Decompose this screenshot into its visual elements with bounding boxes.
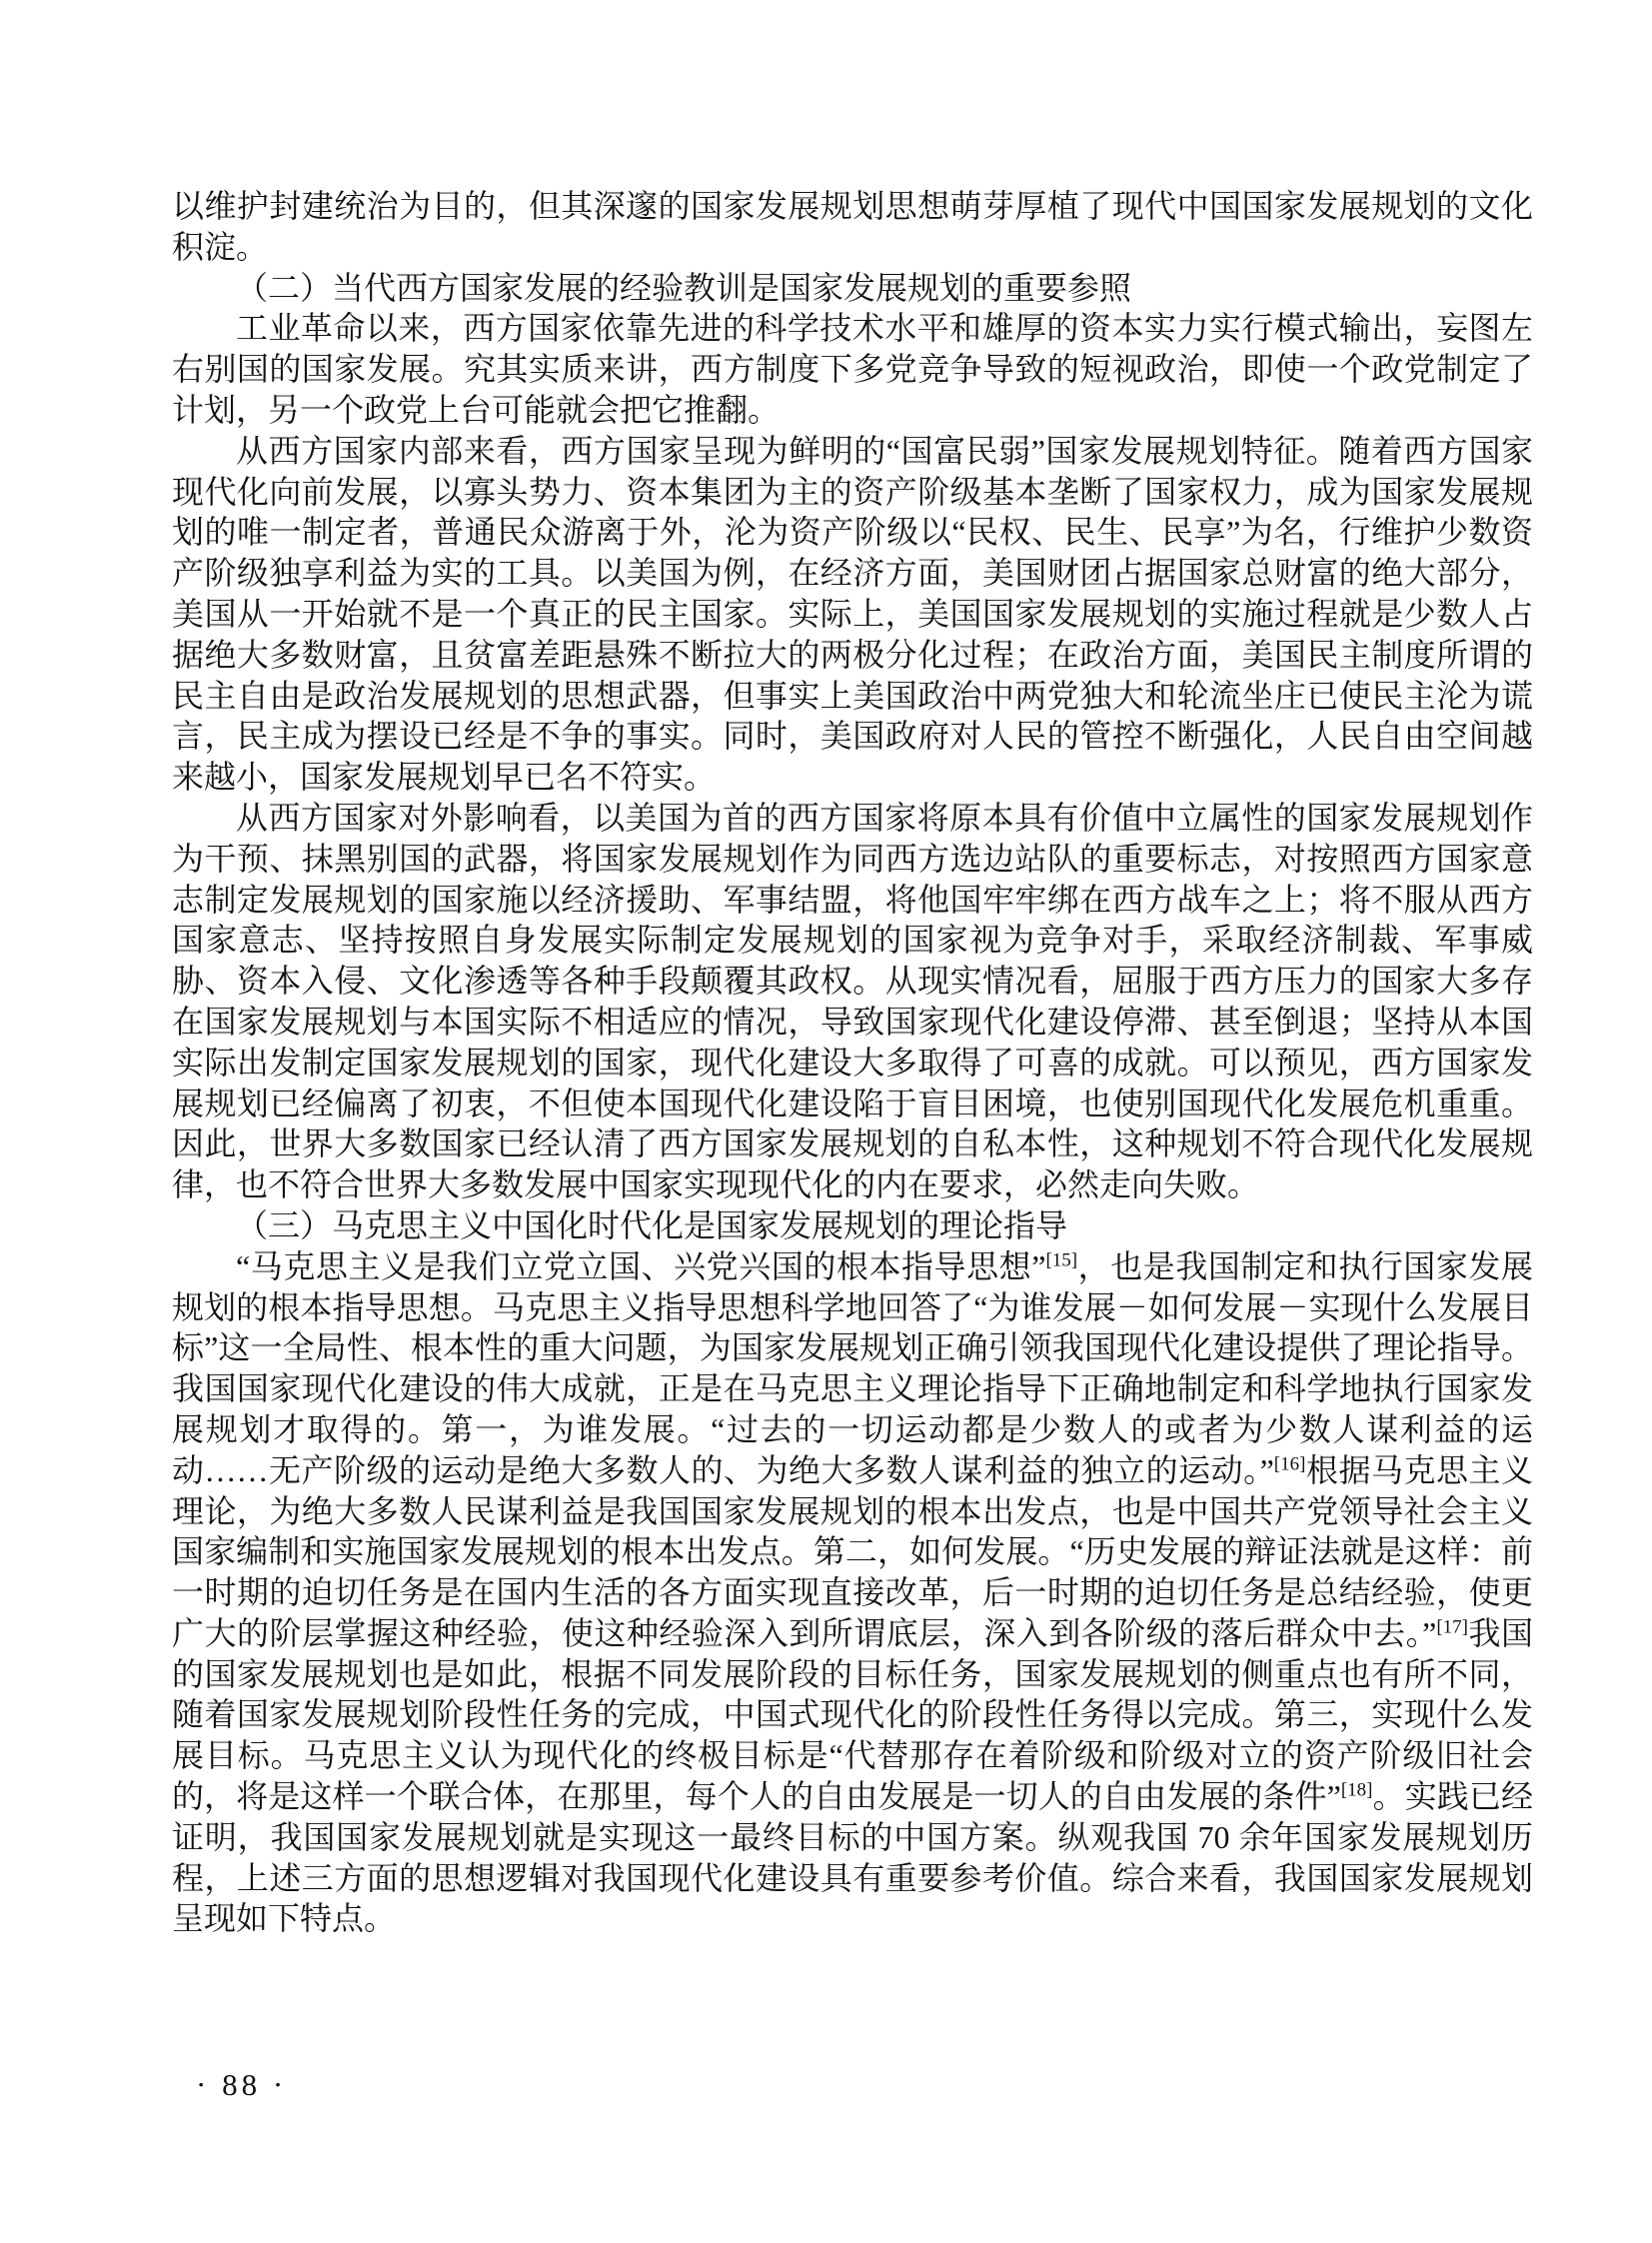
text-run: 。实践已经证明，我国国家发展规划就是实现这一最终目标的中国方案。纵观我国 70 余年国家发展规划历程，上述三方面的思想逻辑对我国现代化建设具有重要参考价值。综合来看，我国国家发展规划呈现如下特点。 <box>172 1778 1533 1937</box>
text-run: （三）马克思主义中国化时代化是国家发展规划的理论指导 <box>236 1206 1068 1243</box>
paragraph <box>172 431 1533 798</box>
text-run: （二）当代西方国家发展的经验教训是国家发展规划的重要参照 <box>236 269 1132 306</box>
page-number: · 88 · <box>196 2067 288 2102</box>
text-run: 根据马克思主义理论，为绝大多数人民谋利益是我国国家发展规划的根本出发点，也是中国共产党领导社会主义国家编制和实施国家发展规划的根本出发点。第二，如何发展。“历史发展的辩证法就是这样：前一时期的迫切任务是在国内生活的各方面实现直接改革，后一时期的迫切任务是总结经验，使更广大的阶层掌握这种经验，使这种经验深入到所谓底层，深入到各阶级的落后群众中去。” <box>172 1451 1533 1651</box>
citation-ref: [15] <box>1045 1249 1078 1271</box>
text-run: 工业革命以来，西方国家依靠先进的科学技术水平和雄厚的资本实力实行模式输出，妄图左右别国的国家发展。究其实质来讲，西方制度下多党竞争导致的短视政治，即使一个政党制定了计划，另一个政党上台可能就会把它推翻。 <box>172 310 1533 428</box>
section-heading <box>172 1205 1533 1246</box>
citation-ref: [17] <box>1436 1616 1468 1638</box>
text-run: 以维护封建统治为目的，但其深邃的国家发展规划思想萌芽厚植了现代中国国家发展规划的文化积淀。 <box>172 188 1533 265</box>
text-run: 从西方国家对外影响看，以美国为首的西方国家将原本具有价值中立属性的国家发展规划作为干预、抹黑别国的武器，将国家发展规划作为同西方选边站队的重要标志，对按照西方国家意志制定发展规划的国家施以经济援助、军事结盟，将他国牢牢绑在西方战车之上；将不服从西方国家意志、坚持按照自身发展实际制定发展规划的国家视为竞争对手，采取经济制裁、军事威胁、资本入侵、文化渗透等各种手段颠覆其政权。从现实情况看，屈服于西方压力的国家大多存在国家发展规划与本国实际不相适应的情况，导致国家现代化建设停滞、甚至倒退；坚持从本国实际出发制定国家发展规划的国家，现代化建设大多取得了可喜的成就。可以预见，西方国家发展规划已经偏离了初衷，不但使本国现代化建设陷于盲目困境，也使别国现代化发展危机重重。因此，世界大多数国家已经认清了西方国家发展规划的自私本性，这种规划不符合现代化发展规律，也不符合世界大多数发展中国家实现现代化的内在要求，必然走向失败。 <box>172 799 1533 1203</box>
paragraph <box>172 1246 1533 1940</box>
paragraph <box>172 186 1533 268</box>
paragraph <box>172 308 1533 430</box>
text-run: “马克思主义是我们立党立国、兴党兴国的根本指导思想” <box>236 1247 1046 1284</box>
text-run: 我国的国家发展规划也是如此，根据不同发展阶段的目标任务，国家发展规划的侧重点也有所不同，随着国家发展规划阶段性任务的完成，中国式现代化的阶段性任务得以完成。第三，实现什么发展目标。马克思主义认为现代化的终极目标是“代替那存在着阶级和阶级对立的资产阶级旧社会的，将是这样一个联合体，在那里，每个人的自由发展是一切人的自由发展的条件” <box>172 1614 1533 1815</box>
citation-ref: [16] <box>1273 1453 1306 1475</box>
article-body <box>172 186 1533 1939</box>
citation-ref: [18] <box>1340 1779 1373 1801</box>
text-run: ，也是我国制定和执行国家发展规划的根本指导思想。马克思主义指导思想科学地回答了“为谁发展－如何发展－实现什么发展目标”这一全局性、根本性的重大问题，为国家发展规划正确引领我国现代化建设提供了理论指导。我国国家现代化建设的伟大成就，正是在马克思主义理论指导下正确地制定和科学地执行国家发展规划才取得的。第一，为谁发展。“过去的一切运动都是少数人的或者为少数人谋利益的运动……无产阶级的运动是绝大多数人的、为绝大多数人谋利益的独立的运动。” <box>172 1247 1533 1488</box>
section-heading <box>172 268 1533 309</box>
paragraph <box>172 798 1533 1205</box>
text-run: 从西方国家内部来看，西方国家呈现为鲜明的“国富民弱”国家发展规划特征。随着西方国家现代化向前发展，以寡头势力、资本集团为主的资产阶级基本垄断了国家权力，成为国家发展规划的唯一制定者，普通民众游离于外，沦为资产阶级以“民权、民生、民享”为名，行维护少数资产阶级独享利益为实的工具。以美国为例，在经济方面，美国财团占据国家总财富的绝大部分，美国从一开始就不是一个真正的民主国家。实际上，美国国家发展规划的实施过程就是少数人占据绝大多数财富，且贫富差距悬殊不断拉大的两极分化过程；在政治方面，美国民主制度所谓的民主自由是政治发展规划的思想武器，但事实上美国政治中两党独大和轮流坐庄已使民主沦为谎言，民主成为摆设已经是不争的事实。同时，美国政府对人民的管控不断强化，人民自由空间越来越小，国家发展规划早已名不符实。 <box>172 432 1533 796</box>
